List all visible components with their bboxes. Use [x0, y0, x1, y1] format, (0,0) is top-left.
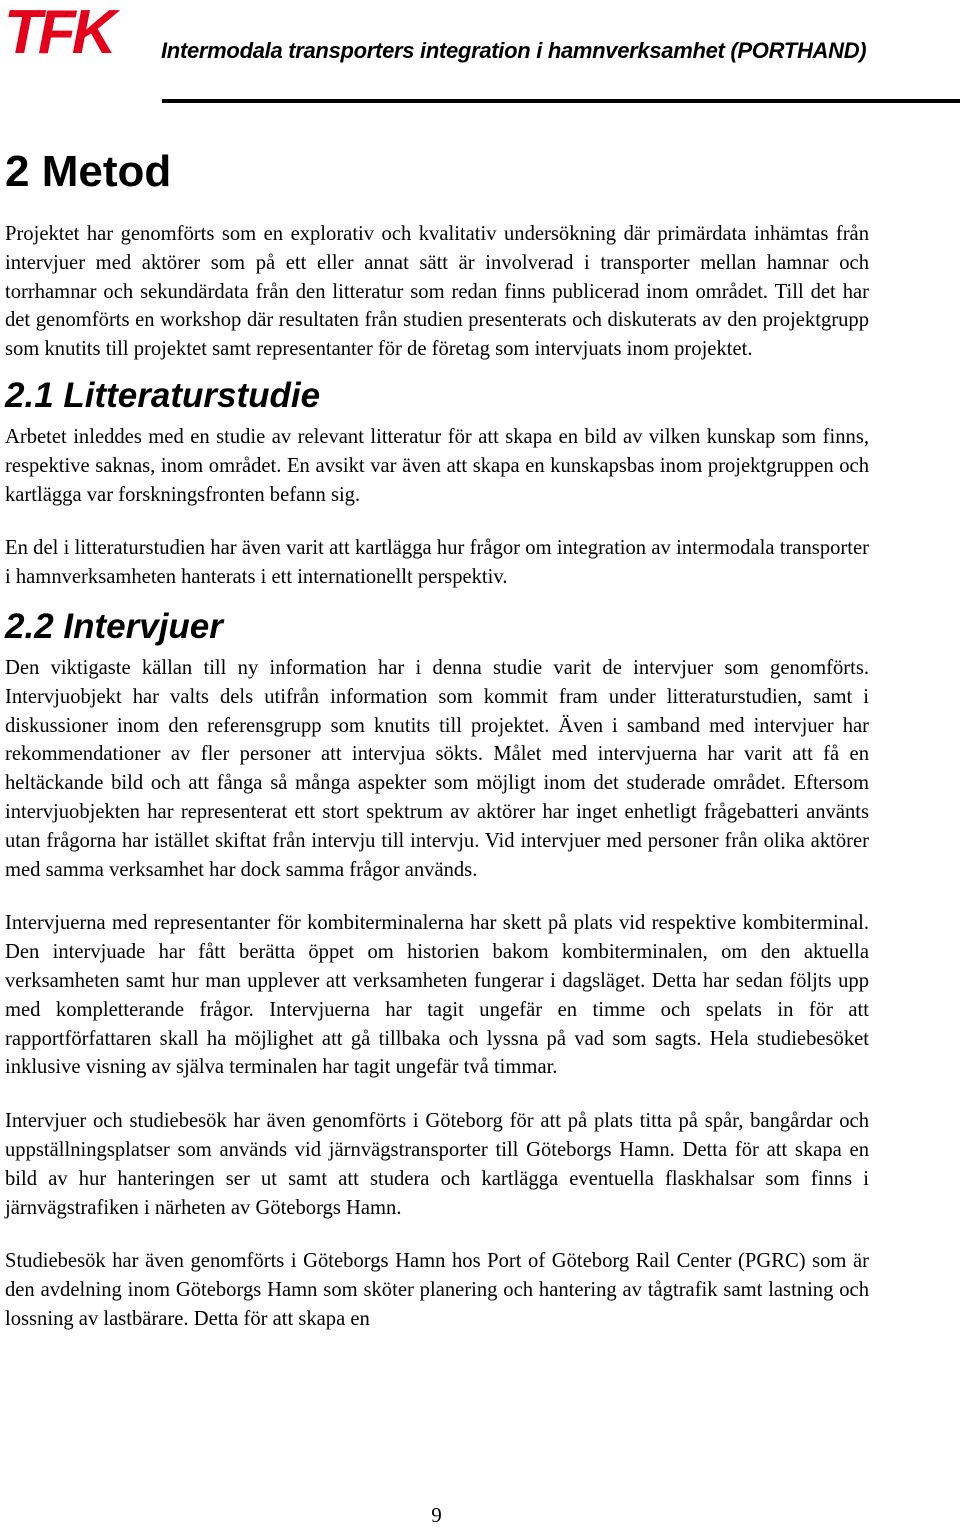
paragraph: Den viktigaste källan till ny information har i denna studie varit de intervjuer som genomförts. Intervjuobjekt har valts dels utifrån information som kommit fram under litteraturstudien, samt i diskussioner inom den referensgrupp som knutits till projektet. Även i samband med intervjuer har rekommendationer av fler personer att intervjua sökts. Målet med intervjuerna har varit att få en heltäckande bild och att fånga så många aspekter som möjligt inom det studerade området. Eftersom intervjuobjekten har representerat ett stort spektrum av aktörer har inget enhetligt frågebatteri använts utan frågorna har istället skiftat från intervju till intervju. Vid intervjuer med personer från olika aktörer med samma verksamhet har dock samma frågor används. [5, 656, 869, 881]
page-content [5, 140, 869, 1334]
paragraph: Studiebesök har även genomförts i Göteborgs Hamn hos Port of Göteborg Rail Center (PGRC) som är den avdelning inom Göteborgs Hamn som sköter planering och hantering av tågtrafik samt lastning och lossning av lastbärare. Detta för att skapa en [5, 1250, 869, 1330]
section-heading-litteraturstudie: 2.1 Litteraturstudie [5, 375, 321, 415]
report-title: Intermodala transporters integration i hamnverksamhet (PORTHAND) [161, 38, 867, 63]
paragraph: Intervjuer och studiebesök har även genomförts i Göteborg för att på plats titta på spår, bangårdar och uppställningsplatser som används vid järnvägstransporter till Göteborgs Hamn. Detta för att skapa en bild av hur hanteringen ser ut samt att studera och kartlägga eventuella flaskhalsar som finns i järnvägstrafiken i närheten av Göteborgs Hamn. [5, 1110, 869, 1219]
tfk-logo: TFK [4, 0, 113, 67]
paragraph: En del i litteraturstudien har även varit att kartlägga hur frågor om integration av intermodala transporter i hamnverksamheten hanterats i ett internationellt perspektiv. [5, 537, 869, 589]
chapter-intro-paragraph: Projektet har genomförts som en explorativ och kvalitativ undersökning där primärdata inhämtas från intervjuer med aktörer som på ett eller annat sätt är involverad i transporter mellan hamnar och torrhamnar och sekundärdata från den litteratur som redan finns publicerad inom området. Till det har det genomförts en workshop där resultaten från studien presenterats och diskuterats av den projektgrupp som knutits till projektet samt representanter för de företag som intervjuats inom projektet. [5, 223, 869, 361]
section-heading-intervjuer: 2.2 Intervjuer [5, 606, 223, 646]
chapter-heading: 2 Metod [5, 147, 172, 196]
page-header [0, 0, 960, 104]
header-divider [162, 99, 960, 103]
page-number: 9 [431, 1503, 442, 1527]
paragraph: Arbetet inleddes med en studie av relevant litteratur för att skapa en bild av vilken kunskap som finns, respektive saknas, inom området. En avsikt var även att skapa en kunskapsbas inom projektgruppen och kartlägga var forskningsfronten befann sig. [5, 425, 869, 506]
paragraph: Intervjuerna med representanter för kombiterminalerna har skett på plats vid respektive kombiterminal. Den intervjuade har fått berätta öppet om historien bakom kombiterminalen, om den aktuella verksamheten samt hur man upplever att verksamheten fungerar i dagsläget. Detta har sedan följts upp med kompletterande frågor. Intervjuerna har tagit ungefär en timme och spelats in för att rapportförfattaren skall ha möjlighet att gå tillbaka och lyssna på vad som sagts. Hela studiebesöket inklusive visning av själva terminalen har tagit ungefär två timmar. [5, 912, 869, 1079]
